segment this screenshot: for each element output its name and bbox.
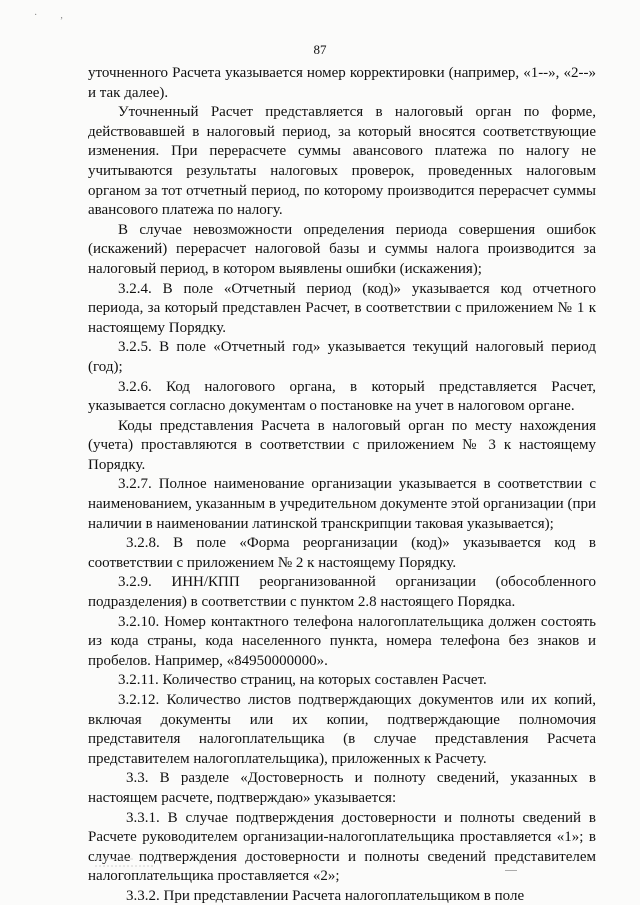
paragraph-3-2-5: 3.2.5. В поле «Отчетный год» указывается текущий налоговый период (год); [88,339,596,375]
document-body [88,64,596,907]
paragraph-3-3: 3.3. В разделе «Достоверность и полноту сведений, указанных в настоящем расчете, подтверждаю» указывается: [88,770,596,806]
faint-stamp-icon [95,856,155,870]
paragraph-error-period: В случае невозможности определения периода совершения ошибок (искажений) перерасчет налоговой базы и суммы налога производится за налоговый период, в котором выявлены ошибки (искажения); [88,221,596,277]
footer-dash-mark [505,870,517,871]
paragraph-submission-codes: Коды представления Расчета в налоговый орган по месту нахождения (учета) проставляются в соответствии с приложением № 3 к настоящему Порядку. [88,417,596,473]
faint-stamp-graphic [95,856,155,873]
paragraph-3-3-1: 3.3.1. В случае подтверждения достоверности и полноты сведений в Расчете руководителем организации-налогоплательщика проставляется «1»; в случае подтверждения достоверности и полноты сведений представителем налогоплательщика проставляется «2»; [88,809,596,885]
paragraph-continuation: уточненного Расчета указывается номер корректировки (например, «1--», «2--» и так далее). [88,65,596,101]
paragraph-3-2-10: 3.2.10. Номер контактного телефона налогоплательщика должен состоять из кода страны, кода населенного пункта, номера телефона без знаков и пробелов. Например, «84950000000». [88,613,596,669]
page-number: 87 [313,42,327,57]
paragraph-3-2-9: 3.2.9. ИНН/КПП реорганизованной организации (обособленного подразделения) в соответствии с пунктом 2.8 настоящего Порядка. [88,574,596,611]
scan-specks: · ‚ [34,10,64,21]
paragraph-3-2-6: 3.2.6. Код налогового органа, в который представляется Расчет, указывается согласно документам о постановке на учет в налоговом органе. [88,378,596,415]
paragraph-3-2-12: 3.2.12. Количество листов подтверждающих документов или их копий, включая документы или их копии, подтверждающие полномочия представителя налогоплательщика (в случае представления Расчета представителем налогоплательщика), приложенных к Расчету. [88,692,596,767]
paragraph-3-2-7: 3.2.7. Полное наименование организации указывается в соответствии с наименованием, указанным в учредительном документе этой организации (при наличии в наименовании латинской транскрипции таковая указывается); [88,476,596,532]
paragraph-3-2-8: 3.2.8. В поле «Форма реорганизации (код)» указывается код в соответствии с приложением № 2 к настоящему Порядку. [88,535,596,571]
paragraph-clarified-calculation: Уточненный Расчет представляется в налоговый орган по форме, действовавшей в налоговый период, за который вносятся соответствующие изменения. При перерасчете суммы авансового платежа по налогу не учитываются результаты налоговых проверок, проведенных налоговым органом за тот отчетный период, по которому производится перерасчет суммы авансового платежа по налогу. [88,104,596,219]
paragraph-3-2-4: 3.2.4. В поле «Отчетный период (код)» указывается код отчетного периода, за который представлен Расчет, в соответствии с приложением № 1 к настоящему Порядку. [88,280,596,336]
paragraph-3-2-11: 3.2.11. Количество страниц, на которых составлен Расчет. [118,672,487,689]
paragraph-3-3-2: 3.3.2. При представлении Расчета налогоплательщиком в поле [126,887,525,904]
